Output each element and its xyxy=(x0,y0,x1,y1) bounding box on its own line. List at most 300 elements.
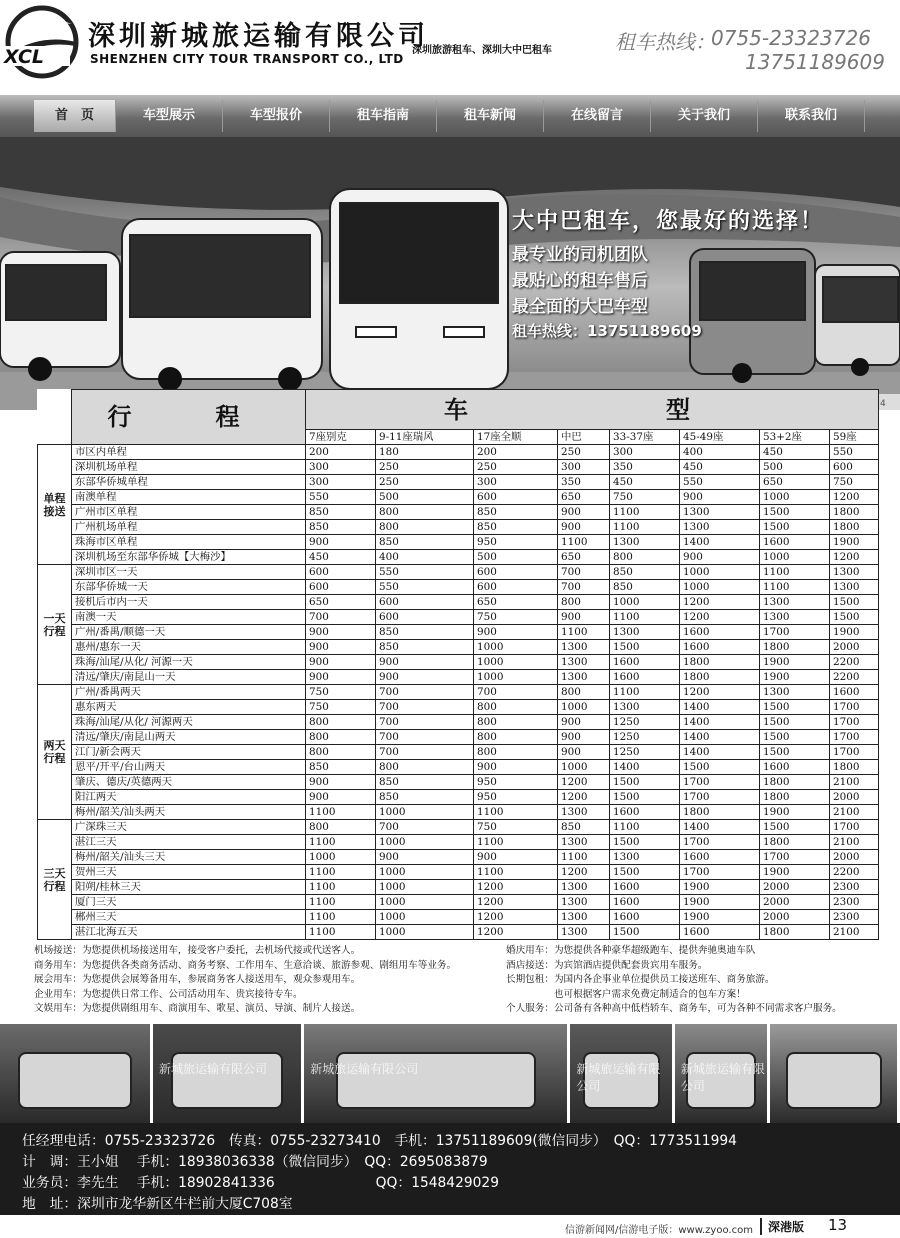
price-cell: 750 xyxy=(830,475,879,490)
price-cell: 850 xyxy=(376,535,474,550)
price-cell: 1700 xyxy=(680,865,760,880)
price-cell: 1000 xyxy=(376,835,474,850)
route-cell: 湛江北海五天 xyxy=(72,925,306,940)
price-cell: 800 xyxy=(474,730,558,745)
table-row xyxy=(38,490,879,505)
table-row xyxy=(38,505,879,520)
price-cell: 1300 xyxy=(558,925,610,940)
price-cell: 1400 xyxy=(680,700,760,715)
price-cell: 250 xyxy=(376,475,474,490)
price-cell: 1300 xyxy=(610,700,680,715)
bus-illustration xyxy=(0,137,900,410)
price-cell: 1500 xyxy=(830,595,879,610)
price-cell: 1900 xyxy=(760,670,830,685)
price-cell: 1500 xyxy=(610,925,680,940)
price-cell: 1500 xyxy=(760,820,830,835)
price-cell: 450 xyxy=(760,445,830,460)
table-row xyxy=(38,610,879,625)
banner-slogan: 大中巴租车，您最好的选择！ xyxy=(512,209,825,234)
price-cell: 1200 xyxy=(680,610,760,625)
banner-line: 最贴心的租车售后 xyxy=(512,271,648,291)
price-cell: 2300 xyxy=(830,895,879,910)
price-cell: 1500 xyxy=(760,745,830,760)
vehicle-column-header: 17座全顺 xyxy=(474,430,558,445)
nav-item[interactable]: 关于我们 xyxy=(651,100,758,132)
group-label: 三天行程 xyxy=(38,820,72,940)
price-cell: 2000 xyxy=(830,850,879,865)
service-note: 文娱用车：为您提供剧组用车、商演用车、歌星、演员、导演、制片人接送。 xyxy=(34,1003,361,1015)
footer-source: 信游新闻网/信游电子版：www.zyoo.com xyxy=(565,1225,753,1236)
vehicle-column-header: 7座别克 xyxy=(306,430,376,445)
route-cell: 肇庆、德庆/英德两天 xyxy=(72,775,306,790)
price-cell: 1300 xyxy=(558,910,610,925)
bus-photo xyxy=(304,1024,570,1123)
photo-watermark: 新城旅运输有限公司 xyxy=(310,1062,419,1076)
price-cell: 800 xyxy=(306,820,376,835)
price-cell: 1100 xyxy=(474,835,558,850)
route-cell: 广州市区单程 xyxy=(72,505,306,520)
price-cell: 600 xyxy=(376,610,474,625)
nav-item[interactable]: 首 页 xyxy=(34,100,116,132)
price-cell: 1300 xyxy=(610,625,680,640)
price-cell: 1000 xyxy=(376,925,474,940)
price-table xyxy=(37,389,879,940)
vehicle-column-header: 53+2座 xyxy=(760,430,830,445)
price-cell: 1700 xyxy=(680,835,760,850)
main-nav xyxy=(0,95,900,137)
price-cell: 900 xyxy=(680,490,760,505)
price-cell: 1300 xyxy=(558,670,610,685)
price-cell: 1400 xyxy=(680,745,760,760)
price-cell: 1300 xyxy=(610,850,680,865)
price-cell: 1400 xyxy=(610,760,680,775)
price-cell: 550 xyxy=(680,475,760,490)
price-cell: 300 xyxy=(558,460,610,475)
price-cell: 900 xyxy=(558,730,610,745)
price-cell: 900 xyxy=(376,850,474,865)
price-cell: 800 xyxy=(474,715,558,730)
route-cell: 阳江两天 xyxy=(72,790,306,805)
price-cell: 850 xyxy=(306,520,376,535)
price-cell: 1100 xyxy=(306,805,376,820)
price-cell: 1600 xyxy=(610,670,680,685)
price-cell: 800 xyxy=(376,505,474,520)
price-cell: 2000 xyxy=(830,790,879,805)
price-cell: 800 xyxy=(376,520,474,535)
price-cell: 1500 xyxy=(610,790,680,805)
price-cell: 1000 xyxy=(474,640,558,655)
route-cell: 东部华侨城一天 xyxy=(72,580,306,595)
service-note: 机场接送：为您提供机场接送用车，接受客户委托，去机场代接或代送客人。 xyxy=(34,945,361,956)
route-cell: 阳朔/桂林三天 xyxy=(72,880,306,895)
price-cell: 1000 xyxy=(680,580,760,595)
price-cell: 900 xyxy=(306,670,376,685)
footer-edition: 深港版 xyxy=(760,1218,804,1235)
price-cell: 1600 xyxy=(680,625,760,640)
price-cell: 900 xyxy=(558,505,610,520)
price-cell: 1000 xyxy=(610,595,680,610)
svg-text:XCL: XCL xyxy=(4,46,45,68)
table-row xyxy=(38,670,879,685)
price-cell: 300 xyxy=(306,475,376,490)
route-cell: 深圳机场单程 xyxy=(72,460,306,475)
company-logo xyxy=(2,4,80,82)
route-header: 行 程 xyxy=(72,390,306,445)
price-cell: 2200 xyxy=(830,865,879,880)
price-cell: 1100 xyxy=(306,895,376,910)
route-cell: 广深珠三天 xyxy=(72,820,306,835)
price-cell: 1400 xyxy=(680,820,760,835)
price-cell: 850 xyxy=(558,820,610,835)
price-cell: 750 xyxy=(306,685,376,700)
price-cell: 400 xyxy=(376,550,474,565)
price-cell: 1800 xyxy=(830,520,879,535)
route-cell: 清远/肇庆/南昆山两天 xyxy=(72,730,306,745)
bus-photo xyxy=(770,1024,900,1123)
table-row xyxy=(38,565,879,580)
price-cell: 1200 xyxy=(558,790,610,805)
price-cell: 1600 xyxy=(610,880,680,895)
hero-banner xyxy=(0,137,900,410)
price-cell: 2000 xyxy=(760,880,830,895)
price-cell: 1600 xyxy=(760,535,830,550)
price-cell: 180 xyxy=(376,445,474,460)
vehicle-header: 车 型 xyxy=(306,390,879,430)
table-row xyxy=(38,475,879,490)
price-cell: 1100 xyxy=(306,925,376,940)
price-cell: 1000 xyxy=(558,760,610,775)
price-cell: 750 xyxy=(474,610,558,625)
price-cell: 900 xyxy=(558,745,610,760)
table-row xyxy=(38,685,879,700)
price-cell: 1000 xyxy=(760,550,830,565)
price-cell: 850 xyxy=(376,775,474,790)
price-cell: 250 xyxy=(376,460,474,475)
price-cell: 1600 xyxy=(610,910,680,925)
price-cell: 850 xyxy=(376,625,474,640)
price-cell: 2000 xyxy=(760,895,830,910)
nav-item[interactable]: 租车指南 xyxy=(330,100,437,132)
table-row xyxy=(38,550,879,565)
route-cell: 郴州三天 xyxy=(72,910,306,925)
price-cell: 1000 xyxy=(760,490,830,505)
price-cell: 900 xyxy=(376,655,474,670)
bus-photo xyxy=(153,1024,304,1123)
table-row xyxy=(38,790,879,805)
price-cell: 850 xyxy=(306,760,376,775)
table-row xyxy=(38,760,879,775)
price-cell: 550 xyxy=(830,445,879,460)
price-cell: 1300 xyxy=(680,505,760,520)
contact-bar xyxy=(0,1123,900,1215)
price-cell: 850 xyxy=(610,565,680,580)
table-row xyxy=(38,925,879,940)
bus-photo xyxy=(0,1024,153,1123)
route-cell: 南澳一天 xyxy=(72,610,306,625)
service-note: 个人服务：公司备有各种高中低档轿车、商务车，可为各种不同需求客户服务。 xyxy=(506,1003,842,1015)
price-cell: 800 xyxy=(376,760,474,775)
price-cell: 1200 xyxy=(474,880,558,895)
route-cell: 东部华侨城单程 xyxy=(72,475,306,490)
price-cell: 1100 xyxy=(558,625,610,640)
price-cell: 1300 xyxy=(558,895,610,910)
route-cell: 珠海/汕尾/从化/ 河源两天 xyxy=(72,715,306,730)
price-cell: 1700 xyxy=(830,700,879,715)
price-cell: 800 xyxy=(306,745,376,760)
bus-photo xyxy=(570,1024,675,1123)
price-cell: 1100 xyxy=(558,850,610,865)
price-cell: 1300 xyxy=(610,535,680,550)
price-cell: 1700 xyxy=(760,625,830,640)
price-cell: 1600 xyxy=(680,640,760,655)
price-cell: 1000 xyxy=(474,655,558,670)
route-cell: 南澳单程 xyxy=(72,490,306,505)
price-cell: 900 xyxy=(306,775,376,790)
route-cell: 深圳机场至东部华侨城【大梅沙】 xyxy=(72,550,306,565)
service-note: 企业用车：为您提供日常工作、公司活动用车、贵宾接待专车。 xyxy=(34,988,303,1000)
price-cell: 850 xyxy=(474,505,558,520)
price-cell: 1100 xyxy=(558,535,610,550)
price-cell: 900 xyxy=(306,640,376,655)
route-cell: 珠海/汕尾/从化/ 河源一天 xyxy=(72,655,306,670)
route-cell: 广州/番禺两天 xyxy=(72,685,306,700)
svg-text:4: 4 xyxy=(880,399,886,409)
price-cell: 900 xyxy=(558,520,610,535)
price-cell: 850 xyxy=(376,790,474,805)
price-cell: 550 xyxy=(376,565,474,580)
price-cell: 2000 xyxy=(830,640,879,655)
price-cell: 1500 xyxy=(760,520,830,535)
table-row xyxy=(38,850,879,865)
price-cell: 900 xyxy=(558,715,610,730)
price-cell: 1800 xyxy=(760,790,830,805)
price-cell: 1000 xyxy=(306,850,376,865)
price-cell: 900 xyxy=(306,655,376,670)
price-cell: 2100 xyxy=(830,925,879,940)
hotline-phone-1: 0755-23323726 xyxy=(711,26,871,50)
table-row xyxy=(38,520,879,535)
route-cell: 珠海市区单程 xyxy=(72,535,306,550)
price-cell: 950 xyxy=(474,790,558,805)
price-cell: 1500 xyxy=(760,730,830,745)
photo-watermark: 新城旅运输有限公司 xyxy=(680,1062,765,1093)
price-cell: 2300 xyxy=(830,880,879,895)
corner-cell xyxy=(38,390,72,445)
price-cell: 1600 xyxy=(830,685,879,700)
bus-photo xyxy=(675,1024,771,1123)
price-cell: 2300 xyxy=(830,910,879,925)
price-cell: 2000 xyxy=(760,910,830,925)
price-cell: 1700 xyxy=(760,850,830,865)
nav-item[interactable]: 在线留言 xyxy=(544,100,651,132)
price-cell: 1300 xyxy=(680,520,760,535)
price-cell: 1200 xyxy=(830,550,879,565)
price-cell: 450 xyxy=(680,460,760,475)
price-cell: 1900 xyxy=(830,535,879,550)
price-cell: 550 xyxy=(306,490,376,505)
price-cell: 1500 xyxy=(830,610,879,625)
price-cell: 1400 xyxy=(680,535,760,550)
price-cell: 900 xyxy=(558,610,610,625)
price-cell: 1000 xyxy=(474,670,558,685)
price-cell: 1600 xyxy=(680,925,760,940)
price-cell: 900 xyxy=(474,625,558,640)
table-row xyxy=(38,835,879,850)
table-row xyxy=(38,655,879,670)
price-cell: 2100 xyxy=(830,805,879,820)
route-cell: 惠东两天 xyxy=(72,700,306,715)
price-cell: 1100 xyxy=(760,565,830,580)
price-cell: 2100 xyxy=(830,775,879,790)
table-row xyxy=(38,445,879,460)
price-cell: 900 xyxy=(306,625,376,640)
price-cell: 800 xyxy=(306,730,376,745)
price-cell: 1800 xyxy=(760,925,830,940)
price-cell: 1800 xyxy=(680,670,760,685)
bus-shape xyxy=(18,1052,132,1109)
table-row xyxy=(38,700,879,715)
price-cell: 1100 xyxy=(474,865,558,880)
price-cell: 2100 xyxy=(830,835,879,850)
price-cell: 1800 xyxy=(680,805,760,820)
price-cell: 600 xyxy=(474,580,558,595)
group-label: 一天行程 xyxy=(38,565,72,685)
route-cell: 厦门三天 xyxy=(72,895,306,910)
price-cell: 1200 xyxy=(830,490,879,505)
price-cell: 1200 xyxy=(558,775,610,790)
price-cell: 1700 xyxy=(830,730,879,745)
price-cell: 800 xyxy=(558,685,610,700)
price-cell: 1100 xyxy=(610,520,680,535)
price-cell: 1300 xyxy=(830,580,879,595)
price-cell: 800 xyxy=(474,700,558,715)
route-cell: 湛江三天 xyxy=(72,835,306,850)
price-cell: 300 xyxy=(474,475,558,490)
price-cell: 1400 xyxy=(680,715,760,730)
price-cell: 1000 xyxy=(376,805,474,820)
price-cell: 1200 xyxy=(474,910,558,925)
table-row xyxy=(38,895,879,910)
price-cell: 1500 xyxy=(760,505,830,520)
route-cell: 惠州/惠东一天 xyxy=(72,640,306,655)
price-cell: 950 xyxy=(474,775,558,790)
price-cell: 850 xyxy=(474,520,558,535)
route-cell: 梅州/韶关/汕头两天 xyxy=(72,805,306,820)
contact-sales: 业务员：李先生 手机：18902841336 QQ：1548429029 xyxy=(22,1175,499,1191)
table-row xyxy=(38,625,879,640)
nav-item[interactable]: 联系我们 xyxy=(758,100,865,132)
group-label: 两天行程 xyxy=(38,685,72,820)
price-cell: 600 xyxy=(474,565,558,580)
price-cell: 750 xyxy=(474,820,558,835)
price-cell: 1100 xyxy=(610,505,680,520)
table-row xyxy=(38,715,879,730)
page-number: 13 xyxy=(828,1216,848,1234)
table-row xyxy=(38,640,879,655)
price-cell: 900 xyxy=(306,790,376,805)
price-cell: 200 xyxy=(474,445,558,460)
nav-item[interactable]: 车型报价 xyxy=(223,100,330,132)
price-cell: 1100 xyxy=(474,805,558,820)
price-cell: 900 xyxy=(474,760,558,775)
price-cell: 750 xyxy=(306,700,376,715)
price-cell: 900 xyxy=(376,670,474,685)
price-cell: 1900 xyxy=(760,865,830,880)
nav-item[interactable]: 车型展示 xyxy=(116,100,223,132)
price-cell: 1600 xyxy=(760,760,830,775)
table-row xyxy=(38,730,879,745)
service-note: 长期包租：为国内各企事业单位提供员工接送班车、商务旅游。 xyxy=(506,974,775,986)
price-cell: 1300 xyxy=(760,595,830,610)
route-cell: 江门/新会两天 xyxy=(72,745,306,760)
price-cell: 800 xyxy=(558,595,610,610)
table-row xyxy=(38,820,879,835)
price-cell: 650 xyxy=(306,595,376,610)
price-cell: 700 xyxy=(474,685,558,700)
price-cell: 450 xyxy=(610,475,680,490)
price-cell: 1800 xyxy=(760,775,830,790)
route-cell: 贺州三天 xyxy=(72,865,306,880)
price-cell: 2200 xyxy=(830,655,879,670)
photo-watermark: 新城旅运输有限公司 xyxy=(159,1062,268,1076)
price-cell: 900 xyxy=(680,550,760,565)
price-cell: 1500 xyxy=(610,835,680,850)
table-row xyxy=(38,460,879,475)
price-cell: 700 xyxy=(558,565,610,580)
price-cell: 1900 xyxy=(680,910,760,925)
price-cell: 1200 xyxy=(474,925,558,940)
company-name-cn: 深圳新城旅运输有限公司 xyxy=(88,21,429,52)
price-cell: 1200 xyxy=(680,685,760,700)
bus-shape xyxy=(786,1052,882,1109)
vehicle-column-header: 59座 xyxy=(830,430,879,445)
banner-line: 最专业的司机团队 xyxy=(512,245,648,265)
banner-hotline: 租车热线：13751189609 xyxy=(512,322,702,340)
price-cell: 1900 xyxy=(760,655,830,670)
table-row xyxy=(38,580,879,595)
price-cell: 650 xyxy=(558,550,610,565)
price-cell: 700 xyxy=(376,820,474,835)
price-cell: 1000 xyxy=(558,700,610,715)
price-cell: 1100 xyxy=(306,865,376,880)
price-cell: 1300 xyxy=(558,835,610,850)
tagline: 深圳旅游租车、深圳大中巴租车 xyxy=(412,45,552,56)
price-cell: 400 xyxy=(680,445,760,460)
price-cell: 1100 xyxy=(610,820,680,835)
price-cell: 1400 xyxy=(680,730,760,745)
price-cell: 1250 xyxy=(610,745,680,760)
vehicle-column-header: 中巴 xyxy=(558,430,610,445)
route-cell: 恩平/开平/台山两天 xyxy=(72,760,306,775)
price-cell: 1600 xyxy=(610,895,680,910)
vehicle-column-header: 9-11座瑞风 xyxy=(376,430,474,445)
price-cell: 650 xyxy=(474,595,558,610)
price-cell: 1000 xyxy=(376,865,474,880)
price-cell: 1700 xyxy=(830,715,879,730)
price-cell: 1200 xyxy=(558,865,610,880)
hotline-label: 租车热线： xyxy=(615,30,715,54)
price-cell: 1700 xyxy=(830,745,879,760)
route-cell: 广州机场单程 xyxy=(72,520,306,535)
price-cell: 1300 xyxy=(558,655,610,670)
price-cell: 700 xyxy=(376,730,474,745)
price-cell: 1500 xyxy=(760,715,830,730)
price-cell: 1200 xyxy=(474,895,558,910)
header xyxy=(0,0,900,95)
price-cell: 1800 xyxy=(760,835,830,850)
price-cell: 1100 xyxy=(306,910,376,925)
nav-item[interactable]: 租车新闻 xyxy=(437,100,544,132)
